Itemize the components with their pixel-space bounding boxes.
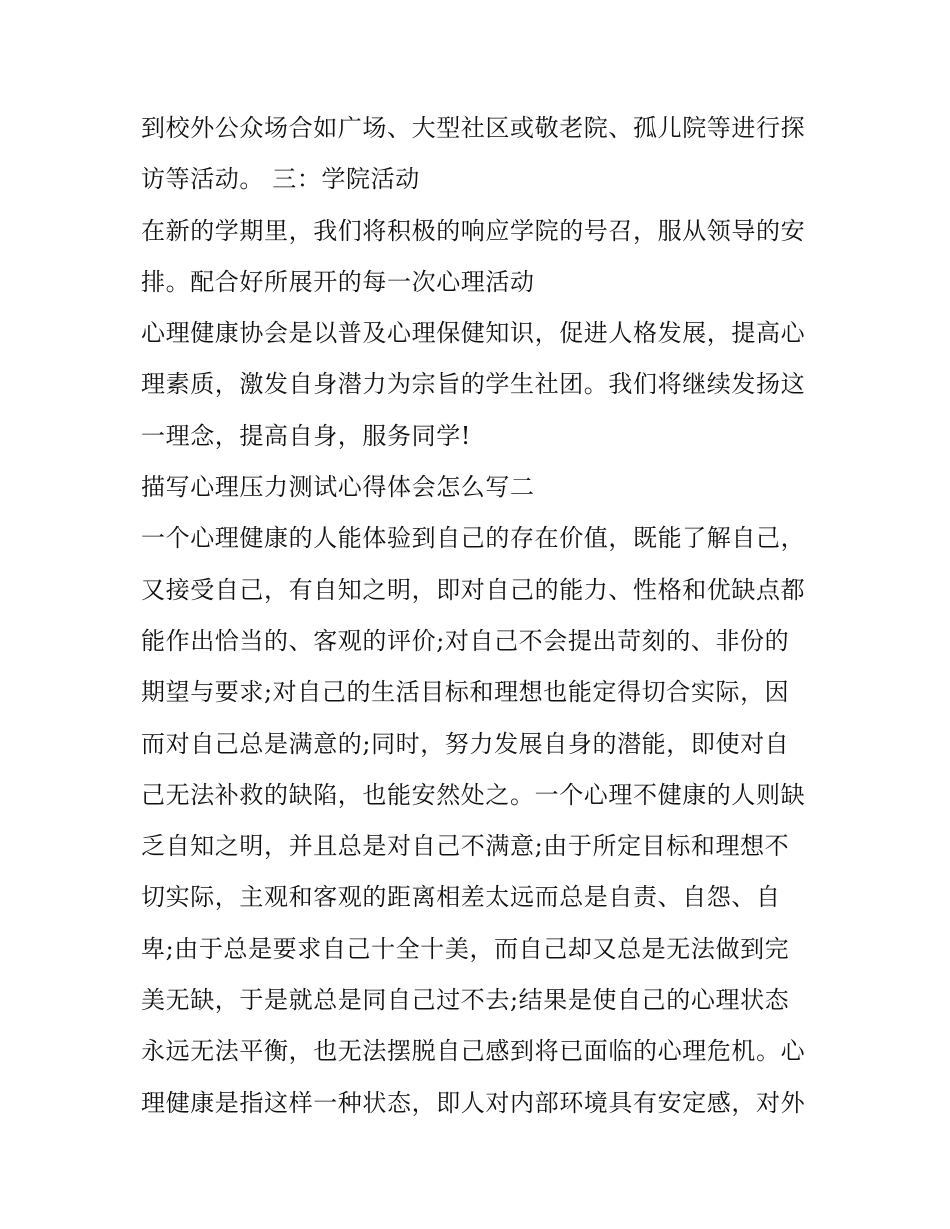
text-line: 一个心理健康的人能体验到自己的存在价值，既能了解自己，: [141, 524, 806, 553]
text-line: 理素质，激发自身潜力为宗旨的学生社团。我们将继续发扬这: [141, 370, 806, 399]
text-line: 能作出恰当的、客观的评价;对自己不会提出苛刻的、非份的: [141, 626, 790, 655]
text-line: 而对自己总是满意的;同时，努力发展自身的潜能，即使对自: [141, 729, 790, 758]
text-line: 切实际，主观和客观的距离相差太远而总是自责、自怨、自: [141, 883, 781, 912]
text-line: 排。配合好所展开的每一次心理活动: [141, 267, 535, 296]
text-line: 美无缺，于是就总是同自己过不去;结果是使自己的心理状态: [141, 986, 790, 1015]
text-line: 卑;由于总是要求自己十全十美，而自己却又总是无法做到完: [141, 934, 790, 963]
text-line: 到校外公众场合如广场、大型社区或敬老院、孤儿院等进行探: [141, 114, 806, 142]
text-line: 心理健康协会是以普及心理保健知识，促进人格发展，提高心: [141, 319, 806, 348]
text-line: 在新的学期里，我们将积极的响应学院的号召，服从领导的安: [141, 216, 806, 245]
section-heading: 描写心理压力测试心得体会怎么写二: [141, 473, 535, 502]
text-line: 期望与要求;对自己的生活目标和理想也能定得切合实际，因: [141, 678, 790, 707]
text-line: 又接受自己，有自知之明，即对自己的能力、性格和优缺点都: [141, 575, 806, 604]
text-line: 乏自知之明，并且总是对自己不满意;由于所定目标和理想不: [141, 832, 790, 861]
text-line: 理健康是指这样一种状态，即人对内部环境具有安定感，对外: [141, 1088, 806, 1117]
text-line: 永远无法平衡，也无法摆脱自己感到将已面临的心理危机。心: [141, 1037, 806, 1066]
text-line: 己无法补救的缺陷，也能安然处之。一个心理不健康的人则缺: [141, 780, 806, 809]
document-body: [141, 103, 821, 1129]
text-line: 访等活动。 三：学院活动: [141, 165, 420, 194]
text-line: 一理念，提高自身，服务同学!: [141, 421, 472, 450]
